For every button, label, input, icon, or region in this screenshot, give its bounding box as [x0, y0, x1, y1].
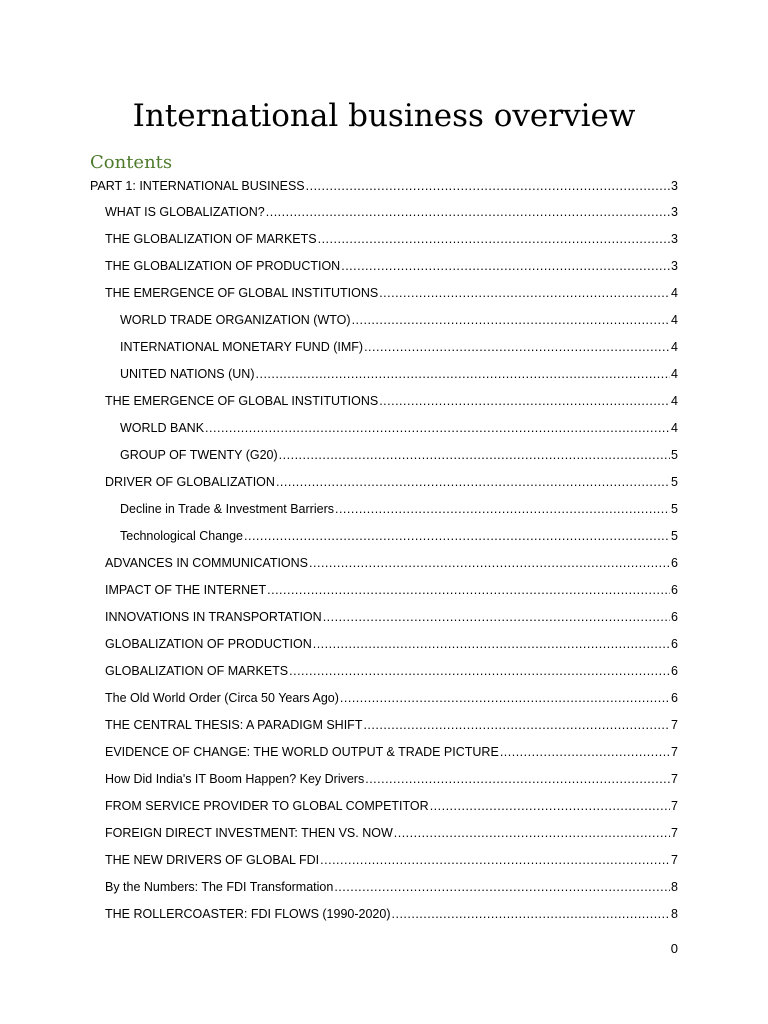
toc-entry-text[interactable]: WORLD TRADE ORGANIZATION (WTO)	[120, 313, 351, 327]
toc-dot-leader	[352, 309, 670, 331]
toc-entry-page-number[interactable]: 7	[671, 772, 678, 786]
toc-entry-text[interactable]: THE GLOBALIZATION OF MARKETS	[105, 232, 317, 246]
toc-entry[interactable]	[90, 579, 678, 606]
toc-entry[interactable]	[90, 687, 678, 714]
toc-entry-page-number[interactable]: 5	[671, 475, 678, 489]
toc-dot-leader	[276, 471, 670, 493]
toc-entry-text[interactable]: INTERNATIONAL MONETARY FUND (IMF)	[120, 340, 364, 354]
toc-entry-page-number[interactable]: 6	[671, 583, 678, 597]
toc-entry-text[interactable]: GROUP OF TWENTY (G20)	[120, 448, 278, 462]
toc-entry[interactable]	[90, 309, 678, 336]
toc-dot-leader	[320, 849, 670, 871]
toc-entry-page-number[interactable]: 4	[671, 394, 678, 408]
toc-entry-text[interactable]: THE CENTRAL THESIS: A PARADIGM SHIFT	[105, 718, 363, 732]
toc-dot-leader	[430, 795, 670, 817]
toc-entry-text[interactable]: By the Numbers: The FDI Transformation	[105, 880, 334, 894]
toc-entry[interactable]	[90, 660, 678, 687]
toc-dot-leader	[289, 660, 670, 682]
toc-entry-page-number[interactable]: 3	[671, 205, 678, 219]
toc-entry-page-number[interactable]: 6	[671, 637, 678, 651]
toc-dot-leader	[379, 282, 670, 304]
toc-dot-leader	[500, 741, 670, 763]
toc-entry[interactable]	[90, 417, 678, 444]
toc-entry[interactable]	[90, 768, 678, 795]
toc-dot-leader	[363, 714, 670, 736]
toc-entry-text[interactable]: THE ROLLERCOASTER: FDI FLOWS (1990-2020)	[105, 907, 391, 921]
toc-entry[interactable]	[90, 714, 678, 741]
toc-entry-page-number[interactable]: 5	[671, 502, 678, 516]
toc-dot-leader	[313, 633, 670, 655]
toc-entry-page-number[interactable]: 5	[671, 529, 678, 543]
toc-dot-leader	[341, 255, 670, 277]
toc-entry-page-number[interactable]: 5	[671, 448, 678, 462]
toc-entry-text[interactable]: Decline in Trade & Investment Barriers	[120, 502, 334, 516]
toc-entry[interactable]	[90, 255, 678, 282]
toc-entry-page-number[interactable]: 4	[671, 421, 678, 435]
toc-dot-leader	[244, 525, 670, 547]
toc-entry-page-number[interactable]: 3	[671, 232, 678, 246]
toc-entry[interactable]	[90, 552, 678, 579]
toc-entry-page-number[interactable]: 4	[671, 367, 678, 381]
toc-entry[interactable]	[90, 606, 678, 633]
toc-entry-page-number[interactable]: 7	[671, 826, 678, 840]
toc-entry[interactable]	[90, 175, 678, 201]
toc-entry-text[interactable]: GLOBALIZATION OF MARKETS	[105, 664, 289, 678]
document-title: International business overview	[132, 98, 636, 134]
toc-entry-text[interactable]: FROM SERVICE PROVIDER TO GLOBAL COMPETITOR	[105, 799, 429, 813]
toc-entry-text[interactable]: DRIVER OF GLOBALIZATION	[105, 475, 275, 489]
toc-dot-leader	[318, 228, 670, 250]
toc-dot-leader	[364, 336, 670, 358]
toc-entry[interactable]	[90, 822, 678, 849]
toc-entry[interactable]	[90, 795, 678, 822]
table-of-contents	[90, 175, 678, 930]
toc-dot-leader	[340, 687, 670, 709]
toc-entry[interactable]	[90, 633, 678, 660]
toc-entry[interactable]	[90, 444, 678, 471]
toc-entry-text[interactable]: THE EMERGENCE OF GLOBAL INSTITUTIONS	[105, 286, 379, 300]
toc-entry[interactable]	[90, 741, 678, 768]
toc-entry[interactable]	[90, 498, 678, 525]
toc-entry-page-number[interactable]: 6	[671, 664, 678, 678]
toc-entry[interactable]	[90, 336, 678, 363]
toc-dot-leader	[334, 876, 670, 898]
toc-entry-text[interactable]: WORLD BANK	[120, 421, 205, 435]
toc-dot-leader	[309, 552, 670, 574]
toc-entry-page-number[interactable]: 3	[671, 179, 678, 193]
toc-entry-text[interactable]: THE EMERGENCE OF GLOBAL INSTITUTIONS	[105, 394, 379, 408]
toc-entry[interactable]	[90, 390, 678, 417]
toc-entry[interactable]	[90, 876, 678, 903]
toc-entry-page-number[interactable]: 6	[671, 610, 678, 624]
toc-dot-leader	[205, 417, 670, 439]
toc-dot-leader	[379, 390, 670, 412]
toc-entry-text[interactable]: PART 1: INTERNATIONAL BUSINESS	[90, 179, 305, 193]
toc-entry[interactable]	[90, 525, 678, 552]
toc-entry-page-number[interactable]: 4	[671, 313, 678, 327]
toc-entry-text[interactable]: WHAT IS GLOBALIZATION?	[105, 205, 265, 219]
toc-dot-leader	[256, 363, 671, 385]
toc-dot-leader	[365, 768, 670, 790]
toc-entry-text[interactable]: FOREIGN DIRECT INVESTMENT: THEN VS. NOW	[105, 826, 393, 840]
toc-entry-text[interactable]: Technological Change	[120, 529, 244, 543]
toc-dot-leader	[392, 903, 671, 925]
toc-entry-page-number[interactable]: 3	[671, 259, 678, 273]
toc-entry[interactable]	[90, 201, 678, 228]
toc-dot-leader	[394, 822, 670, 844]
toc-entry-page-number[interactable]: 6	[671, 691, 678, 705]
toc-entry-page-number[interactable]: 7	[671, 799, 678, 813]
toc-entry-page-number[interactable]: 4	[671, 286, 678, 300]
toc-entry[interactable]	[90, 849, 678, 876]
toc-entry-text[interactable]: GLOBALIZATION OF PRODUCTION	[105, 637, 312, 651]
toc-entry-text[interactable]: THE NEW DRIVERS OF GLOBAL FDI	[105, 853, 320, 867]
toc-entry[interactable]	[90, 903, 678, 930]
toc-entry-text[interactable]: INNOVATIONS IN TRANSPORTATION	[105, 610, 322, 624]
toc-entry[interactable]	[90, 363, 678, 390]
toc-entry-text[interactable]: THE GLOBALIZATION OF PRODUCTION	[105, 259, 341, 273]
toc-dot-leader	[267, 579, 670, 601]
toc-dot-leader	[306, 175, 670, 197]
toc-dot-leader	[266, 201, 670, 223]
toc-entry-text[interactable]: UNITED NATIONS (UN)	[120, 367, 255, 381]
toc-entry-page-number[interactable]: 7	[671, 718, 678, 732]
toc-entry-text[interactable]: IMPACT OF THE INTERNET	[105, 583, 267, 597]
toc-entry-page-number[interactable]: 7	[671, 853, 678, 867]
toc-entry-page-number[interactable]: 7	[671, 745, 678, 759]
toc-entry-page-number[interactable]: 6	[671, 556, 678, 570]
toc-entry-text[interactable]: The Old World Order (Circa 50 Years Ago)	[105, 691, 339, 705]
toc-entry-text[interactable]: ADVANCES IN COMMUNICATIONS	[105, 556, 309, 570]
toc-entry-page-number[interactable]: 4	[671, 340, 678, 354]
toc-entry[interactable]	[90, 282, 678, 309]
toc-dot-leader	[323, 606, 670, 628]
toc-entry-text[interactable]: EVIDENCE OF CHANGE: THE WORLD OUTPUT & TRADE PICTURE	[105, 745, 499, 759]
toc-dot-leader	[335, 498, 670, 520]
toc-dot-leader	[279, 444, 670, 466]
toc-entry[interactable]	[90, 471, 678, 498]
page-number: 0	[670, 941, 678, 956]
toc-heading: Contents	[90, 152, 173, 173]
toc-entry[interactable]	[90, 228, 678, 255]
toc-entry-text[interactable]: How Did India's IT Boom Happen? Key Drivers	[105, 772, 365, 786]
toc-entry-page-number[interactable]: 8	[671, 880, 678, 894]
toc-entry-page-number[interactable]: 8	[671, 907, 678, 921]
